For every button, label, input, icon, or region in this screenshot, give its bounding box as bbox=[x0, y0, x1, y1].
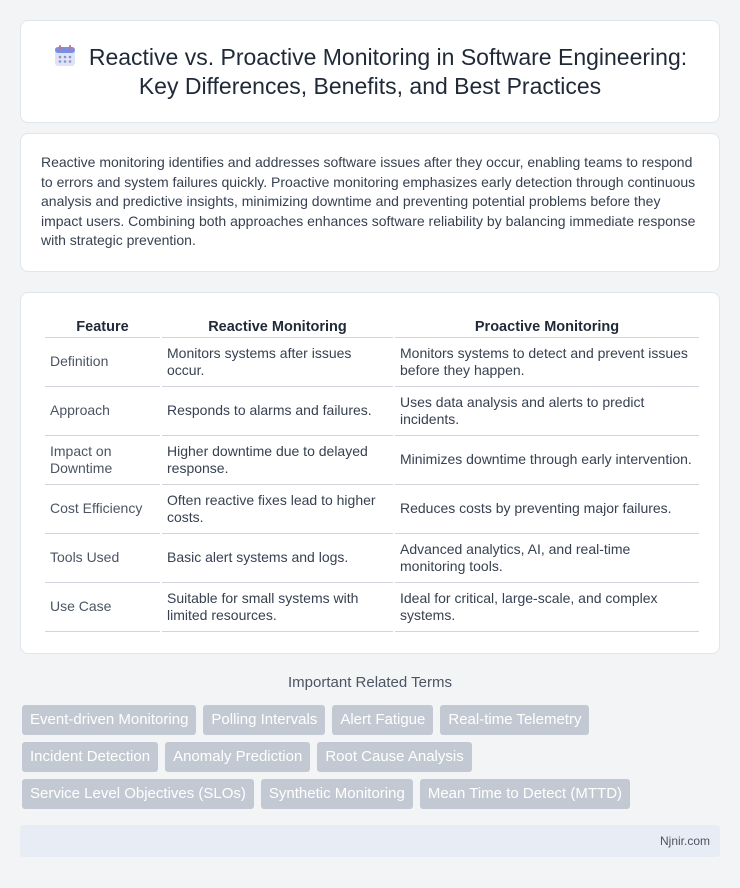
feature-cell: Impact on Downtime bbox=[45, 436, 160, 485]
proactive-cell: Minimizes downtime through early intervention. bbox=[395, 436, 699, 485]
header-reactive: Reactive Monitoring bbox=[162, 313, 393, 338]
header-feature: Feature bbox=[45, 313, 160, 338]
feature-cell: Use Case bbox=[45, 583, 160, 632]
proactive-cell: Advanced analytics, AI, and real-time monitoring tools. bbox=[395, 534, 699, 583]
table-header-row bbox=[45, 313, 699, 338]
page-title-text: Reactive vs. Proactive Monitoring in Software Engineering: Key Differences, Benefits, and Best Practices bbox=[88, 43, 688, 99]
tag-event-driven-monitoring[interactable]: Event-driven Monitoring bbox=[22, 705, 196, 735]
footer-site: Njnir.com bbox=[659, 834, 710, 848]
reactive-cell: Suitable for small systems with limited resources. bbox=[162, 583, 393, 632]
feature-cell: Tools Used bbox=[45, 534, 160, 583]
title-card bbox=[20, 20, 720, 123]
feature-cell: Cost Efficiency bbox=[45, 485, 160, 534]
proactive-cell: Uses data analysis and alerts to predict incidents. bbox=[395, 387, 699, 436]
table-row bbox=[45, 583, 699, 632]
reactive-cell: Often reactive fixes lead to higher costs. bbox=[162, 485, 393, 534]
tag-incident-detection[interactable]: Incident Detection bbox=[22, 742, 158, 772]
tag-row bbox=[22, 705, 722, 735]
intro-paragraph: Reactive monitoring identifies and addresses software issues after they occur, enabling teams to respond to errors and system failures quickly. Proactive monitoring emphasizes early detection through continuous analysis and predictive insights, minimizing downtime and preventing potential problems before they impact users. Combining both approaches enhances software reliability by balancing immediate response with strategic prevention. bbox=[41, 154, 696, 248]
tag-row bbox=[22, 779, 722, 809]
proactive-cell: Ideal for critical, large-scale, and complex systems. bbox=[395, 583, 699, 632]
tag-anomaly-prediction[interactable]: Anomaly Prediction bbox=[165, 742, 310, 772]
related-terms-heading: Important Related Terms bbox=[288, 674, 452, 691]
tag-mean-time-to-detect[interactable]: Mean Time to Detect (MTTD) bbox=[420, 779, 630, 809]
table-row bbox=[45, 387, 699, 436]
tag-root-cause-analysis[interactable]: Root Cause Analysis bbox=[317, 742, 471, 772]
reactive-cell: Responds to alarms and failures. bbox=[162, 387, 393, 436]
tag-real-time-telemetry[interactable]: Real-time Telemetry bbox=[440, 705, 589, 735]
page-title bbox=[45, 43, 695, 101]
reactive-cell: Basic alert systems and logs. bbox=[162, 534, 393, 583]
table-row bbox=[45, 485, 699, 534]
tag-polling-intervals[interactable]: Polling Intervals bbox=[203, 705, 325, 735]
table-row bbox=[45, 436, 699, 485]
proactive-cell: Reduces costs by preventing major failures. bbox=[395, 485, 699, 534]
comparison-card bbox=[20, 292, 720, 654]
table-row bbox=[45, 338, 699, 387]
related-terms bbox=[22, 705, 722, 816]
comparison-table bbox=[43, 313, 701, 632]
tag-service-level-objectives[interactable]: Service Level Objectives (SLOs) bbox=[22, 779, 254, 809]
feature-cell: Definition bbox=[45, 338, 160, 387]
tag-alert-fatigue[interactable]: Alert Fatigue bbox=[332, 705, 433, 735]
header-proactive: Proactive Monitoring bbox=[395, 313, 699, 338]
proactive-cell: Monitors systems to detect and prevent issues before they happen. bbox=[395, 338, 699, 387]
reactive-cell: Monitors systems after issues occur. bbox=[162, 338, 393, 387]
table-row bbox=[45, 534, 699, 583]
tag-synthetic-monitoring[interactable]: Synthetic Monitoring bbox=[261, 779, 413, 809]
tag-row bbox=[22, 742, 722, 772]
reactive-cell: Higher downtime due to delayed response. bbox=[162, 436, 393, 485]
footer bbox=[20, 825, 720, 857]
intro-card bbox=[20, 133, 720, 272]
calendar-icon bbox=[53, 44, 77, 68]
feature-cell: Approach bbox=[45, 387, 160, 436]
